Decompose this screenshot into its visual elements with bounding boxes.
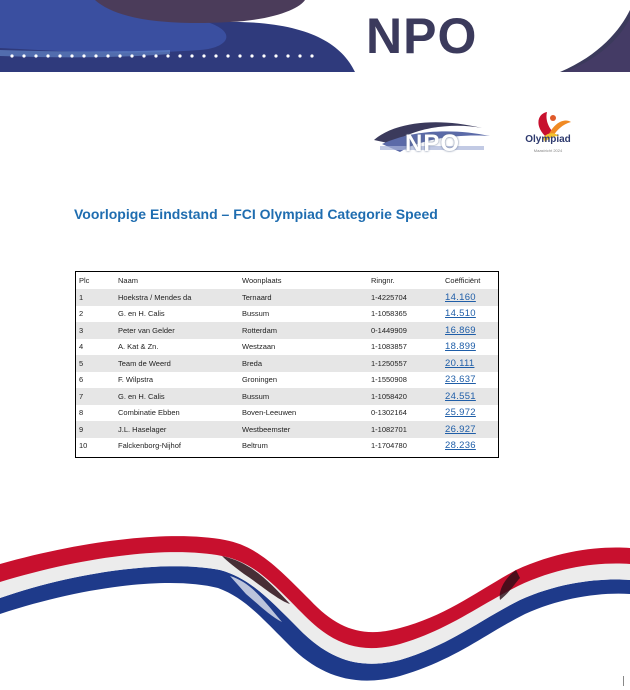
- table-row: [76, 438, 498, 455]
- cell-ring: 1-1082701: [371, 424, 407, 434]
- cell-ring: 1-1058365: [371, 309, 407, 319]
- table-row: [76, 339, 498, 356]
- header-coefficient: Coëfficiënt: [445, 276, 481, 285]
- cell-ring: 1-1250557: [371, 358, 407, 368]
- cell-ring: 1-1058420: [371, 391, 407, 401]
- page-title: Voorlopige Eindstand – FCI Olympiad Categorie Speed: [74, 206, 438, 222]
- cell-place: 2: [79, 309, 84, 319]
- cell-city: Groningen: [242, 375, 278, 385]
- cell-city: Bussum: [242, 309, 270, 319]
- cell-name: G. en H. Calis: [118, 309, 165, 319]
- cell-name: A. Kat & Zn.: [118, 342, 159, 352]
- cell-ring: 1-1083857: [371, 342, 407, 352]
- header-name: Naam: [118, 276, 139, 285]
- table-header-row: [76, 272, 498, 289]
- cell-name: Combinatie Ebben: [118, 408, 180, 418]
- header-city: Woonplaats: [242, 276, 282, 285]
- coefficient-link[interactable]: 23.637: [445, 374, 476, 386]
- cell-ring: 0-1449909: [371, 325, 407, 335]
- dutch-flag-ribbon: [0, 520, 630, 690]
- coefficient-link[interactable]: 26.927: [445, 423, 476, 435]
- header-ring: Ringnr.: [371, 276, 395, 285]
- header-banner: [0, 0, 630, 72]
- cell-city: Westbeemster: [242, 424, 291, 434]
- coefficient-link[interactable]: 28.236: [445, 440, 476, 452]
- table-row: [76, 322, 498, 339]
- cell-place: 8: [79, 408, 84, 418]
- cell-city: Beltrum: [242, 441, 268, 451]
- cell-ring: 1-4225704: [371, 292, 407, 302]
- cell-name: Team de Weerd: [118, 358, 171, 368]
- cell-name: Falckenborg-Nijhof: [118, 441, 181, 451]
- coefficient-link[interactable]: 16.869: [445, 324, 476, 336]
- cell-name: G. en H. Calis: [118, 391, 165, 401]
- cell-place: 4: [79, 342, 84, 352]
- cell-place: 9: [79, 424, 84, 434]
- logo-row: [0, 100, 630, 170]
- table-row: [76, 355, 498, 372]
- table-row: [76, 421, 498, 438]
- cell-name: Hoekstra / Mendes da: [118, 292, 192, 302]
- table-row: [76, 405, 498, 422]
- cell-ring: 1-1704780: [371, 441, 407, 451]
- banner-npo-text: NPO: [366, 8, 478, 64]
- cell-place: 5: [79, 358, 84, 368]
- cell-city: Rotterdam: [242, 325, 278, 335]
- cell-city: Bussum: [242, 391, 270, 401]
- banner-graphic: [0, 0, 630, 72]
- header-place: Plc: [79, 276, 90, 285]
- cell-ring: 0-1302164: [371, 408, 407, 418]
- cell-place: 1: [79, 292, 84, 302]
- table-row: [76, 372, 498, 389]
- coefficient-link[interactable]: 14.510: [445, 308, 476, 320]
- cell-name: F. Wilpstra: [118, 375, 154, 385]
- page-corner-mark: [623, 676, 624, 686]
- cell-city: Breda: [242, 358, 263, 368]
- table-row: [76, 289, 498, 306]
- coefficient-link[interactable]: 25.972: [445, 407, 476, 419]
- table-row: [76, 388, 498, 405]
- cell-city: Boven-Leeuwen: [242, 408, 297, 418]
- table-row: [76, 306, 498, 323]
- npo-logo-text: NPO: [405, 130, 461, 157]
- cell-city: Westzaan: [242, 342, 276, 352]
- coefficient-link[interactable]: 14.160: [445, 291, 476, 303]
- cell-ring: 1-1550908: [371, 375, 407, 385]
- olympiad-subtitle: Maastricht 2024: [533, 148, 563, 153]
- cell-name: J.L. Haselager: [118, 424, 167, 434]
- coefficient-link[interactable]: 20.111: [445, 357, 475, 369]
- coefficient-link[interactable]: 24.551: [445, 390, 476, 402]
- results-table: [75, 271, 499, 458]
- olympiad-name: Olympiad: [525, 134, 571, 145]
- cell-name: Peter van Gelder: [118, 325, 175, 335]
- cell-place: 7: [79, 391, 84, 401]
- cell-city: Ternaard: [242, 292, 272, 302]
- cell-place: 10: [79, 441, 88, 451]
- cell-place: 3: [79, 325, 84, 335]
- cell-place: 6: [79, 375, 84, 385]
- coefficient-link[interactable]: 18.899: [445, 341, 476, 353]
